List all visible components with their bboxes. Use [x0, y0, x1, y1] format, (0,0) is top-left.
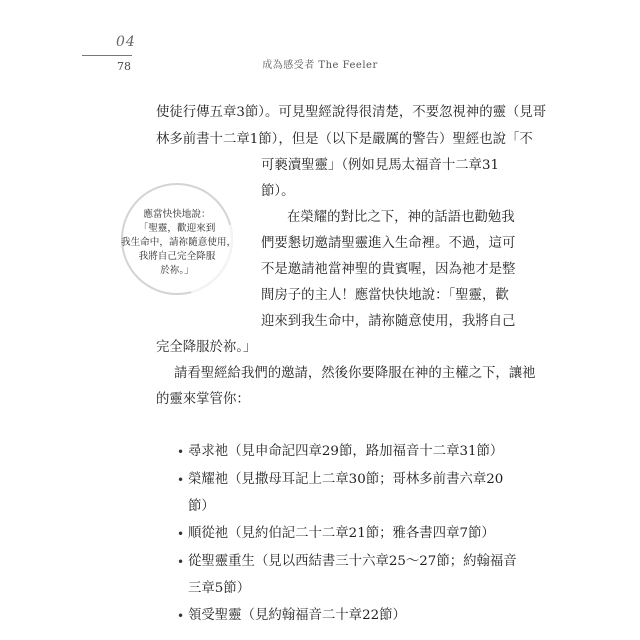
body-line: 迎來到我生命中，請祢隨意使用，我將自己 [261, 314, 516, 329]
bullet-marker: • [177, 445, 185, 459]
chapter-number: 04 [116, 34, 136, 50]
running-title: 成為感受者 The Feeler [262, 60, 378, 71]
body-line: 們要懇切邀請聖靈進入生命裡。不過，這可 [261, 236, 516, 251]
body-line: 節）。 [261, 184, 295, 199]
bullet-item: 領受聖靈（見約翰福音二十章22節） [188, 608, 406, 623]
pull-quote-line: 於祢。」 [160, 265, 194, 276]
body-line: 請看聖經給我們的邀請，然後你要降服在神的主權之下，讓祂 [174, 366, 536, 381]
pull-quote-line: 應當快快地說： [143, 209, 211, 220]
body-line: 的靈來掌管你： [156, 392, 250, 407]
body-line: 間房子的主人！應當快快地說：「聖靈，歡 [261, 288, 509, 303]
bullet-marker: • [177, 555, 185, 569]
body-line: 不是邀請祂當神聖的貴賓喔，因為祂才是整 [261, 262, 516, 277]
page-number: 78 [117, 60, 131, 73]
bullet-item: 從聖靈重生（見以西結書三十六章25～27節；約翰福音 [188, 554, 517, 569]
bullet-marker: • [177, 473, 185, 487]
bullet-item-continuation: 節） [188, 499, 215, 514]
body-line: 可褻瀆聖靈」（例如見馬太福音十二章31 [261, 158, 499, 173]
bullet-marker: • [177, 527, 185, 541]
bullet-item: 榮耀祂（見撒母耳記上二章30節；哥林多前書六章20 [188, 472, 504, 487]
bullet-item-continuation: 三章5節） [188, 581, 251, 596]
pull-quote-line: 「聖靈，歡迎來到 [138, 223, 216, 234]
bullet-marker: • [177, 609, 185, 623]
body-line: 完全降服於祢。」 [156, 340, 257, 355]
body-line: 林多前書十二章1節），但是（以下是嚴厲的警告）聖經也說「不 [156, 132, 533, 147]
bullet-item: 尋求祂（見申命記四章29節，路加福音十二章31節） [188, 444, 504, 459]
pull-quote-line: 我將自己完全降服 [138, 251, 216, 262]
body-line: 使徒行傳五章3節）。可見聖經說得很清楚，不要忽視神的靈（見哥 [156, 105, 547, 120]
pull-quote-line: 我生命中，請祢隨意使用， [121, 237, 237, 248]
bullet-item: 順從祂（見約伯記二十二章21節；雅各書四章7節） [188, 526, 495, 541]
body-line: 在榮耀的對比之下，神的話語也勸勉我 [287, 210, 515, 225]
